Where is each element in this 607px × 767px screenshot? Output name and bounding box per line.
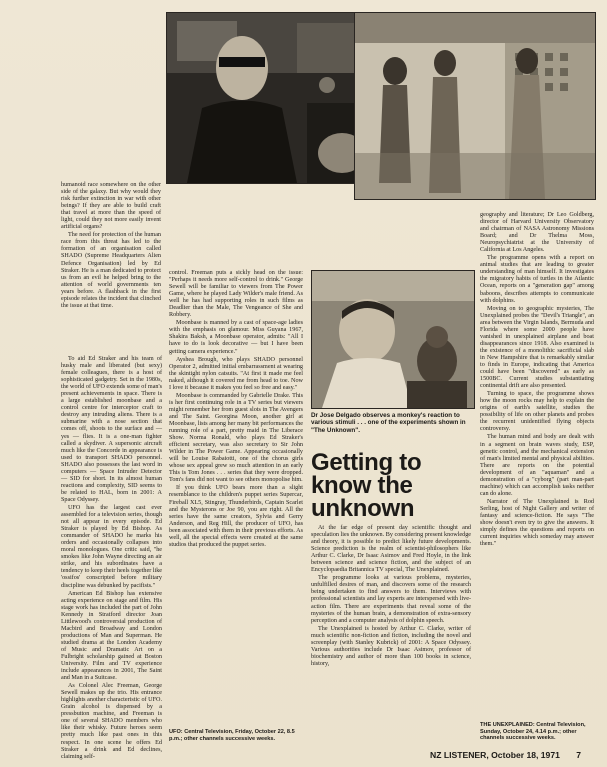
headline-line: know the xyxy=(311,472,413,499)
ufo-credit: UFO: Central Television, Friday, October 22, 8.5 p.m.; other channels successive weeks. xyxy=(169,729,295,742)
col2-paragraph: Moonbase is commanded by Gabrielle Drake. This is her first continuing role in a TV series but viewers might remember her from guest slots in The Avengers and The Saint. Georgina Moon, another girl at Moonbase, lists among her many bit performances the running role of a part, pretty maid in The Liberace Show. Norma Ronald, who plays Ed Straker's efficient secretary, was also secretary to Sir John Wilder in The Power Game. Appearing occasionally will be Louise Rabaiotti, one of the chorus girls whose sex appeal grew so much attention in an early This is Tom Jones . . . series that they were dropped. Tom's fans did not want to see others monopolise him. xyxy=(169,392,303,484)
col1-paragraph: American Ed Bishop has extensive acting experience on stage and film. His stage work has included the part of John Kennedy in Stratford director Joan Littlewood's controversial production of Macbird and Broadway and London productions of Man and Superman. He studied drama at the London Academy of Music and Dramatic Art on a Fulbright scholarship gained at Boston University. Film and TV experience include appearances in 2001, The Saint and Man in a Suitcase. xyxy=(61,590,162,682)
publication-line: NZ LISTENER, October 18, 1971 xyxy=(430,750,560,760)
col4-paragraph: Turning to space, the programme shows how the moon rocks may help to explain the origins of earth's satellite, studies the possibility of life on other planets and probes the recurrent unidentified flying objects controversy. xyxy=(480,391,594,433)
col3-paragraph: The Unexplained is hosted by Arthur C. Clarke, writer of much scientific non-fiction and fiction, including the novel and screenplay (with Stanley Kubrick) of 2001: A Space Odyssey. Various authorities include Dr Isaac Asimov, professor of biochemistry and author of more than 100 books in science, history, xyxy=(311,625,471,667)
col1-paragraph: To aid Ed Straker and his team of husky male and liberated (but sexy) female colleagues, there is a host of sophisticated gadgetry. Set in the 1980s, the world of UFO extends some of man's present achievements in space. There is a large established moonbase and a control centre for interceptor craft to destroy any intruding aliens. There is a submarine with a nose section that comes off, shoots to the surface and — yes — flies. It is a one-man fighter called a skydiver. A supersonic aircraft much like the Concorde in appearance is used to transport SHADO personnel. SHADO also possesses the last word in computers — Space Intruder Detector — SID for short. In its almost human reactions and complexity, SID seems to be related to HAL, born in 2001: A Space Odyssey. xyxy=(61,356,162,503)
photo-ed-straker xyxy=(166,12,386,184)
col1-paragraph: As Colonel Alec Freeman, George Sewell makes up the trio. His entrance highlights another characteristic of UFO. Grain alcohol is dispensed by a pressbutton machine, and Freeman is one of several SHADO members who like their whisky. Future heroes seem pretty much like past ones in this respect. In one scene he offers Ed Straker a drink and Ed declines, claiming self- xyxy=(61,683,162,760)
col4-paragraph: The programme opens with a report on animal studies that are leading to greater understanding of man himself. It investigates the migratory habits of turtles in the Atlantic Ocean, reports on a "generation gap" among baboons, describes attempts to communicate with dolphins. xyxy=(480,255,594,304)
column-4 xyxy=(480,212,594,548)
photo-delgado-experiment-image xyxy=(312,271,474,408)
col4-paragraph: Moving on to geographic mysteries, The Unexplained probes the "Devil's Triangle", an area between the Virgin Islands, Bermuda and Florida where some 2000 people have vanished in unexplained airplane and boat disappearances since 1918. Also examined is the existence of a monolithic sacrificial slab in New Hampshire that is remarkably similar to finds in Europe, indicating that America could have been "discovered" as early as 1500BC. Current studies substantiating continental drift are also presented. xyxy=(480,305,594,390)
col2-paragraph: control. Freeman puts a sickly head on the issue: "Perhaps it needs more self-control to drink." George Sewell will be familiar to viewers from The Power Game, where he played Lady Wilder's male friend. As well he has had supporting roles in such films as Deadlier than the Male, The Vengeance of She and Robbery. xyxy=(169,270,303,319)
col3-paragraph: The programme looks at various problems, mysteries, unfulfilled desires of man, and discovers some of the research being undertaken to find answers to them. Interviews with professional scientists and lay experts are interspersed with live-action film. There are experiments that reveal some of the mysteries of the human brain, a demonstration of extra-sensory perception and a computer analysis of dolphin speech. xyxy=(311,575,471,624)
delgado-caption: Dr Jose Delgado observes a monkey's reaction to various stimuli . . . one of the experiments shown in "The Unknown". xyxy=(311,412,466,434)
col2-paragraph: Moonbase is manned by a cast of space-age ladies with the emphasis on glamour. Miss Guyana 1967, Shakira Baksh, a Moonbase operator, admits: "All I have to do is look decorative — but I have been getting camera experience." xyxy=(169,320,303,355)
page-footer xyxy=(430,750,581,760)
photo-ed-straker-image xyxy=(167,13,385,183)
column-1-bottom xyxy=(61,356,162,761)
col4-paragraph: The human mind and body are dealt with in a segment on brain waves study, ESP, genetic control, and the mechanical extension of man's limited mental and physical abilities. There are reports on the potential development of an "aquaman" and a demonstration of a "cyborg" (part man-part machine) which can accomplish tasks neither can do alone. xyxy=(480,434,594,497)
column-3 xyxy=(311,525,471,668)
column-1-top xyxy=(61,182,161,310)
photo-delgado-experiment xyxy=(311,270,475,409)
article-headline xyxy=(311,451,471,520)
photo-control-room xyxy=(354,12,596,200)
page-number: 7 xyxy=(576,750,582,760)
headline-line: Getting to xyxy=(311,449,422,476)
column-2 xyxy=(169,270,303,549)
photo-control-room-image xyxy=(355,13,595,199)
col4-paragraph: geography and literature; Dr Leo Goldberg, director of Harvard University Observatory and chairman of NASA Astronomy Missions Board; and Dr Thelma Moss, Neuropsychiatrist at the University of California at Los Angeles. xyxy=(480,212,594,254)
col2-paragraph: If you think UFO bears more than a slight resemblance to the children's puppet series Supercar, Fireball XL5, Stingray, Thunderbirds, Captain Scarlet and the Mysterons or Joe 90, you are right. All the series have the same creators, Sylvia and Gerry Anderson, and Reg Hill, the producer of UFO, has been associated with them in their previous efforts. As well, all the special effects were created at the same studios that produced the puppet series. xyxy=(169,485,303,548)
col1-paragraph: UFO has the largest cast ever assembled for a television series, though not all appear in every episode. Ed Straker is played by Ed Bishop. As commander of SHADO he marks his orders and occasionally collapses into moral monologues. One critic said, "he smokes like John Wayne directing an air strike, and his subordinates have a tendency to keep their heels together like 'ossifos' conscripted before military discipline was debunked by pacifists." xyxy=(61,504,162,589)
headline-line: unknown xyxy=(311,495,415,522)
col2-paragraph: Ayshea Brough, who plays SHADO personnel Operator 2, admitted initial embarrassment at wearing the skintight nylon catsuits. "At first it made me feel naked, although it covered me from head to toe. Now I love it because it makes you feel so free and easy." xyxy=(169,356,303,391)
unexplained-credit: THE UNEXPLAINED: Central Television, Sunday, October 24, 4.14 p.m.; other channels successive weeks. xyxy=(480,722,586,742)
col3-paragraph: At the far edge of present day scientific thought and speculation lies the unknown. By considering present knowledge and theory, it is possible to predict likely future developments. Science prediction is the realm of scientist-philosophers like Arthur C. Clarke, Dr Isaac Asimov and Fred Hoyle, in the link between science and science fiction, and the subject of an Encyclopaedia Britannica TV special, The Unexplained. xyxy=(311,525,471,574)
col1-top-paragraph: The need for protection of the human race from this threat has led to the formation of an organisation called SHADO (Supreme Headquarters Alien Defence Organisation) led by Ed Straker. He is a man dedicated to protect us from an evil he helped bring to the attention of world governments ten years before. A flashback in the first episode relates the incident that clinched the issue at that time. xyxy=(61,232,161,309)
col4-paragraph: Narrator of The Unexplained is Rod Serling, host of Night Gallery and writer of fantasy and science-fiction. He says "The show doesn't even try to give the answers. It simply defines the questions and reports on current inquiries which someday may answer them." xyxy=(480,498,594,548)
col1-top-paragraph: humanoid race somewhere on the other side of the galaxy. But why would they risk further extinction in war with other beings? If they are able to build craft that travel at more than the speed of light, could they not more easily invent artificial organs? xyxy=(61,182,161,231)
